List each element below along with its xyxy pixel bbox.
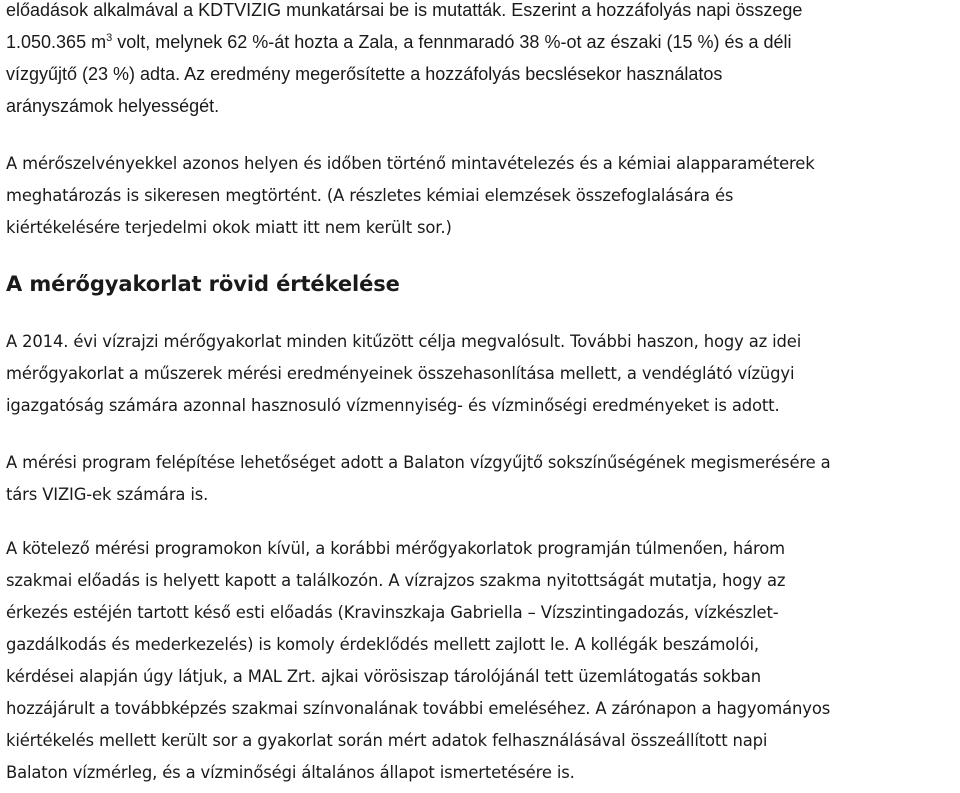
text-line: kiértékelés mellett került sor a gyakorlat során mért adatok felhasználásával összeállított napi (6, 731, 768, 750)
cubic-superscript: 3 (106, 32, 113, 44)
text-line: vízgyűjtő (23 %) adta. Az eredmény megerősítette a hozzáfolyás becslésekor használatos (6, 64, 723, 84)
text-line: meghatározás is sikeresen megtörtént. (A részletes kémiai elemzések összefoglalására és (6, 186, 734, 205)
section-heading: A mérőgyakorlat rövid értékelése (6, 272, 400, 296)
text-line: kérdései alapján úgy látjuk, a MAL Zrt. ajkai vörösiszap tárolójánál tett üzemlátogatás sokban (6, 667, 761, 686)
text-fragment: volt, melynek 62 %-át hozta a Zala, a fennmaradó 38 %-ot az északi (15 %) és a déli (112, 32, 792, 52)
text-line: érkezés estéjén tartott késő esti előadás (Kravinszkaja Gabriella – Vízszintingadozás, vízkészlet- (6, 603, 779, 622)
paragraph-sampling (6, 148, 815, 244)
text-line: hozzájárult a továbbképzés szakmai színvonalának további emeléséhez. A zárónapon a hagyományos (6, 699, 831, 718)
paragraph-inflow-summary (6, 0, 802, 122)
text-line: társ VIZIG-ek számára is. (6, 485, 209, 504)
paragraph-presentations (6, 533, 830, 789)
text-line: mérőgyakorlat a műszerek mérési eredményeinek összehasonlítása mellett, a vendéglátó vízügyi (6, 364, 795, 383)
text-line: A mérőszelvényekkel azonos helyen és időben történő mintavételezés és a kémiai alapparaméterek (6, 154, 815, 173)
text-line: igazgatóság számára azonnal hasznosuló vízmennyiség- és vízminőségi eredményeket is adott. (6, 396, 780, 415)
text-line: előadások alkalmával a KDTVIZIG munkatársai be is mutatták. Eszerint a hozzáfolyás napi összege (6, 0, 803, 20)
text-line: kiértékelésére terjedelmi okok miatt itt nem került sor.) (6, 218, 452, 237)
text-line: gazdálkodás és mederkezelés) is komoly érdeklődés mellett zajlott le. A kollégák beszámolói, (6, 635, 759, 654)
text-line: A mérési program felépítése lehetőséget adott a Balaton vízgyűjtő sokszínűségének megismerésére a (6, 453, 831, 472)
text-line: Balaton vízmérleg, és a vízminőségi általános állapot ismertetésére is. (6, 763, 575, 782)
inflow-volume: 1.050.365 m (6, 32, 107, 52)
text-line: szakmai előadás is helyett kapott a találkozón. A vízrajzos szakma nyitottságát mutatja, hogy az (6, 571, 786, 590)
text-line: arányszámok helyességét. (6, 96, 220, 116)
text-line: A 2014. évi vízrajzi mérőgyakorlat minden kitűzött célja megvalósult. További haszon, hogy az idei (6, 332, 802, 351)
paragraph-program-structure (6, 447, 831, 511)
text-line (6, 26, 802, 58)
text-line: A kötelező mérési programokon kívül, a korábbi mérőgyakorlatok programján túlmenően, három (6, 539, 785, 558)
paragraph-evaluation (6, 326, 801, 422)
